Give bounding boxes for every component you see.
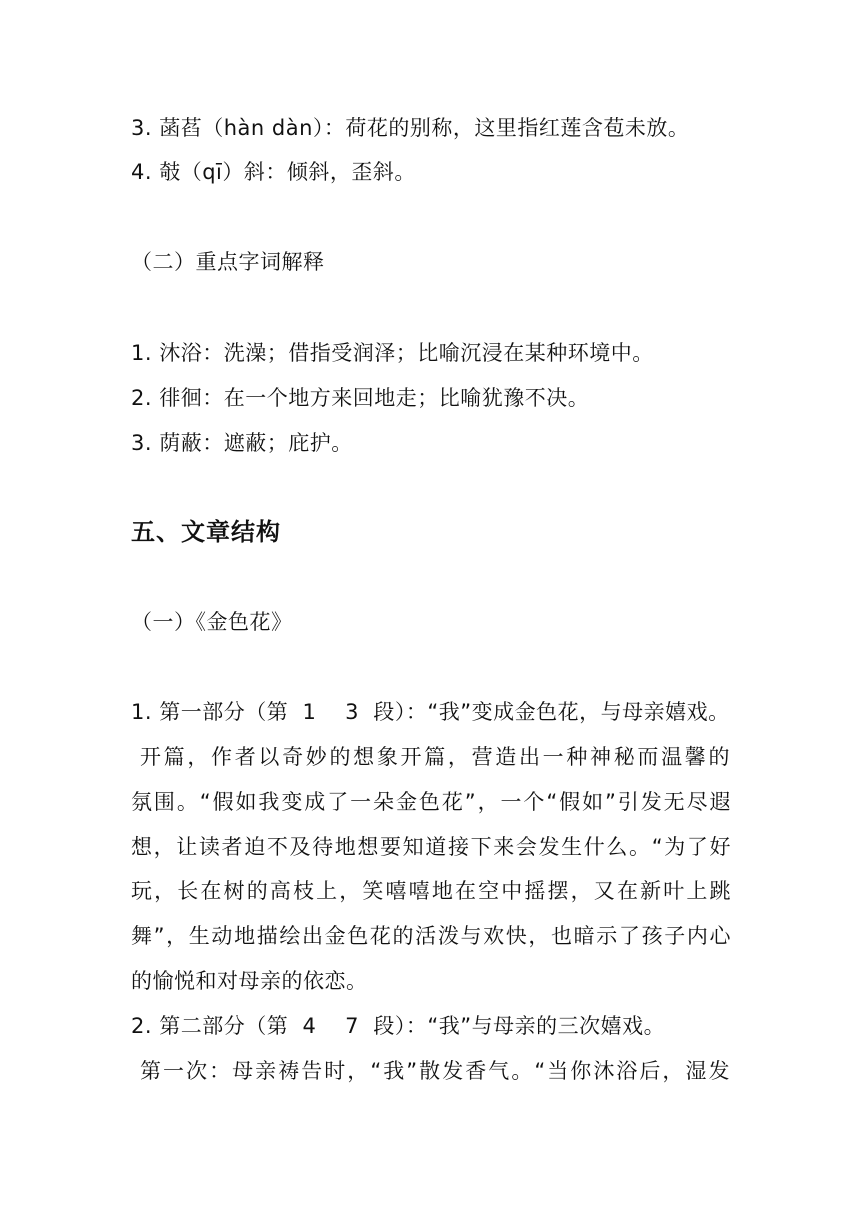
subsection-heading-key-words: （二）重点字词解释	[131, 250, 325, 274]
part1-paragraph-line: 开篇，作者以奇妙的想象开篇，营造出一种神秘而温馨的	[140, 745, 730, 769]
part1-paragraph-line: 想，让读者迫不及待地想要知道接下来会发生什么。“为了好	[131, 835, 731, 859]
note-item-4: 4. 攲（qī）斜：倾斜，歪斜。	[131, 160, 416, 184]
key-word-item-1: 1. 沐浴：洗澡；借指受润泽；比喻沉浸在某种环境中。	[131, 341, 654, 365]
part1-paragraph-line: 舞”，生动地描绘出金色花的活泼与欢快，也暗示了孩子内心	[131, 924, 731, 948]
part1-title: 1. 第一部分（第 1 3 段）：“我”变成金色花，与母亲嬉戏。	[131, 700, 730, 724]
key-word-item-2: 2. 徘徊：在一个地方来回地走；比喻犹豫不决。	[131, 386, 590, 410]
subsection-heading-golden-flower: （一）《金色花》	[131, 610, 293, 634]
key-word-item-3: 3. 荫蔽：遮蔽；庇护。	[131, 431, 353, 455]
note-item-3: 3. 菡萏（hàn dàn）：荷花的别称，这里指红莲含苞未放。	[131, 116, 690, 140]
part1-paragraph-line: 玩，长在树的高枝上，笑嘻嘻地在空中摇摆，又在新叶上跳	[131, 879, 731, 903]
part1-paragraph-line: 氛围。“假如我变成了一朵金色花”，一个“假如”引发无尽遐	[131, 790, 731, 814]
part2-title: 2. 第二部分（第 4 7 段）：“我”与母亲的三次嬉戏。	[131, 1014, 666, 1038]
part2-paragraph-line: 第一次：母亲祷告时，“我”散发香气。“当你沐浴后，湿发	[140, 1059, 730, 1083]
part1-paragraph-line: 的愉悦和对母亲的依恋。	[131, 969, 368, 993]
section-heading-structure: 五、文章结构	[131, 518, 281, 546]
